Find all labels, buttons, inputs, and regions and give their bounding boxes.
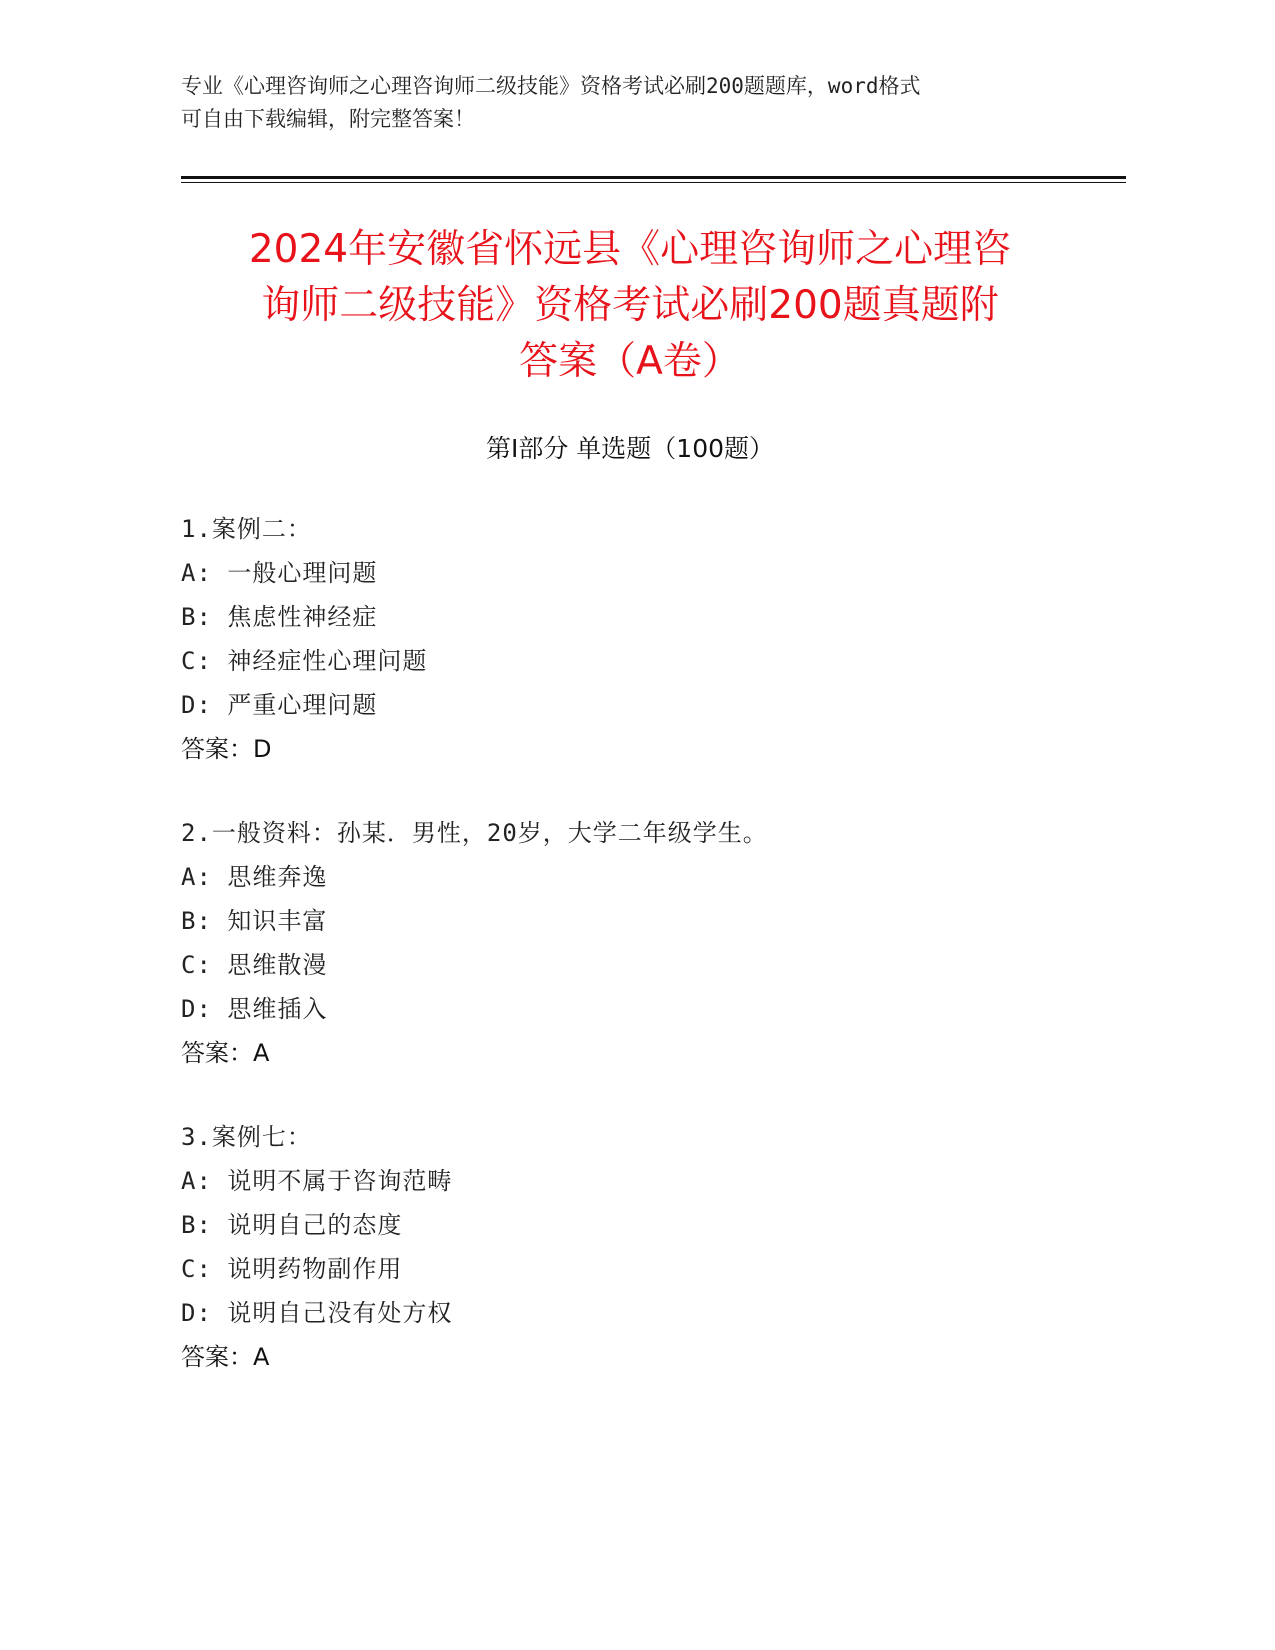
header-note-line-2: 可自由下载编辑，附完整答案！ — [181, 107, 475, 131]
option-d: D: 思维插入 — [181, 995, 328, 1023]
option-b: B: 焦虑性神经症 — [181, 603, 378, 631]
question-stem: 1.案例二： — [181, 515, 312, 543]
option-a: A: 一般心理问题 — [181, 559, 378, 587]
option-a: A: 思维奔逸 — [181, 863, 328, 891]
answer: 答案：D — [181, 735, 272, 763]
header-note — [181, 70, 1041, 136]
question-stem: 2.一般资料：孙某．男性，20岁，大学二年级学生。 — [181, 819, 768, 847]
option-b: B: 说明自己的态度 — [181, 1211, 403, 1239]
option-b: B: 知识丰富 — [181, 907, 328, 935]
question-3 — [181, 1115, 1081, 1379]
header-divider-thick — [181, 176, 1126, 179]
section-heading: 第Ⅰ部分 单选题（100题） — [485, 434, 775, 463]
option-c: C: 思维散漫 — [181, 951, 328, 979]
document-title — [150, 222, 1110, 390]
option-d: D: 严重心理问题 — [181, 691, 378, 719]
question-list — [181, 507, 1081, 1419]
document-title-line-3: 答案（A卷） — [519, 339, 741, 384]
option-c: C: 说明药物副作用 — [181, 1255, 403, 1283]
document-title-line-2: 询师二级技能》资格考试必刷200题真题附 — [261, 283, 999, 328]
option-c: C: 神经症性心理问题 — [181, 647, 428, 675]
answer: 答案：A — [181, 1039, 270, 1067]
answer: 答案：A — [181, 1343, 270, 1371]
option-d: D: 说明自己没有处方权 — [181, 1299, 453, 1327]
question-stem: 3.案例七： — [181, 1123, 312, 1151]
header-divider-thin — [181, 182, 1126, 183]
document-title-line-1: 2024年安徽省怀远县《心理咨询师之心理咨 — [248, 227, 1012, 272]
question-1 — [181, 507, 1081, 771]
question-2 — [181, 811, 1081, 1075]
header-note-line-1: 专业《心理咨询师之心理咨询师二级技能》资格考试必刷200题题库，word格式 — [181, 74, 921, 98]
option-a: A: 说明不属于咨询范畴 — [181, 1167, 453, 1195]
